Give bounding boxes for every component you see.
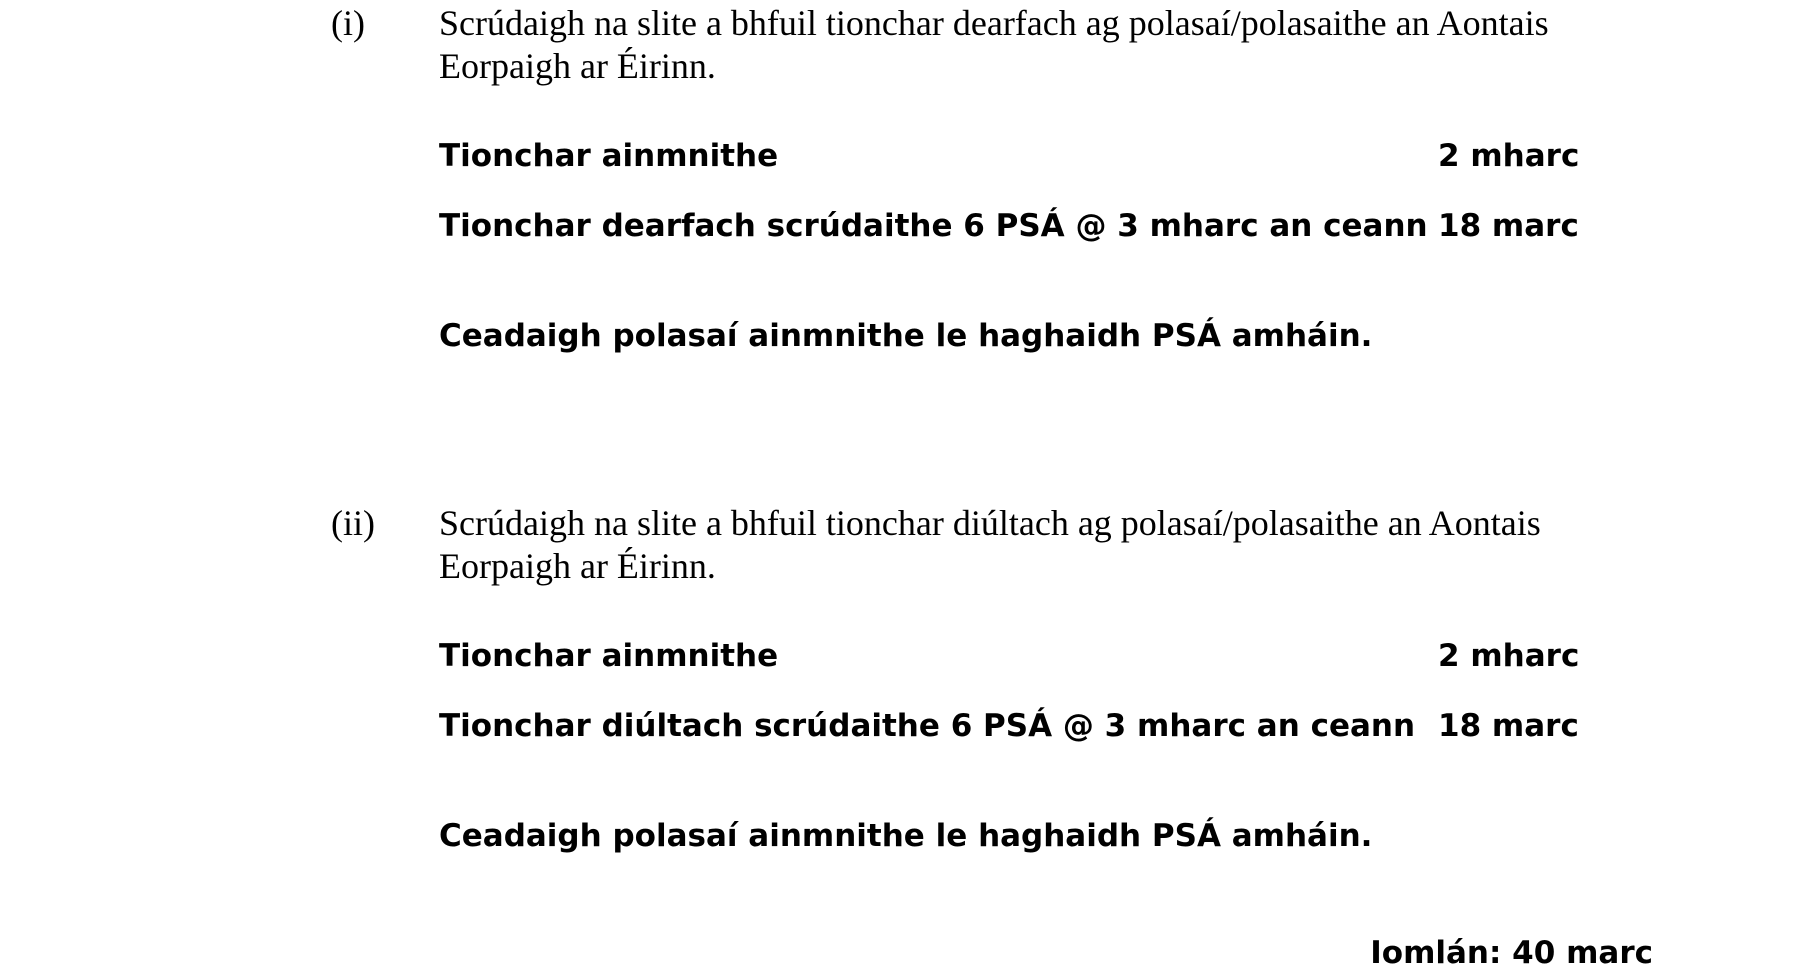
- total-marks: Iomlán: 40 marc: [1370, 935, 1653, 971]
- marking-criterion: Tionchar ainmnithe: [439, 138, 779, 174]
- part-number: (ii): [331, 503, 375, 543]
- marking-criterion: Tionchar dearfach scrúdaithe 6 PSÁ @ 3 mharc an ceann: [439, 208, 1428, 244]
- marking-note: Ceadaigh polasaí ainmnithe le haghaidh PSÁ amháin.: [439, 818, 1373, 854]
- marks-value: 18 marc: [1438, 708, 1579, 744]
- marks-value: 18 marc: [1438, 208, 1579, 244]
- question-text: Scrúdaigh na slite a bhfuil tionchar dearfach ag polasaí/polasaithe an Aontais Eorpaigh ar Éirinn.: [439, 3, 1549, 86]
- marking-criterion: Tionchar diúltach scrúdaithe 6 PSÁ @ 3 mharc an ceann: [439, 708, 1416, 744]
- part-number: (i): [331, 3, 365, 43]
- marks-value: 2 mharc: [1438, 138, 1580, 174]
- marking-criterion: Tionchar ainmnithe: [439, 638, 779, 674]
- marks-value: 2 mharc: [1438, 638, 1580, 674]
- question-text: Scrúdaigh na slite a bhfuil tionchar diúltach ag polasaí/polasaithe an Aontais Eorpaigh ar Éirinn.: [439, 503, 1541, 586]
- marking-note: Ceadaigh polasaí ainmnithe le haghaidh PSÁ amháin.: [439, 318, 1373, 354]
